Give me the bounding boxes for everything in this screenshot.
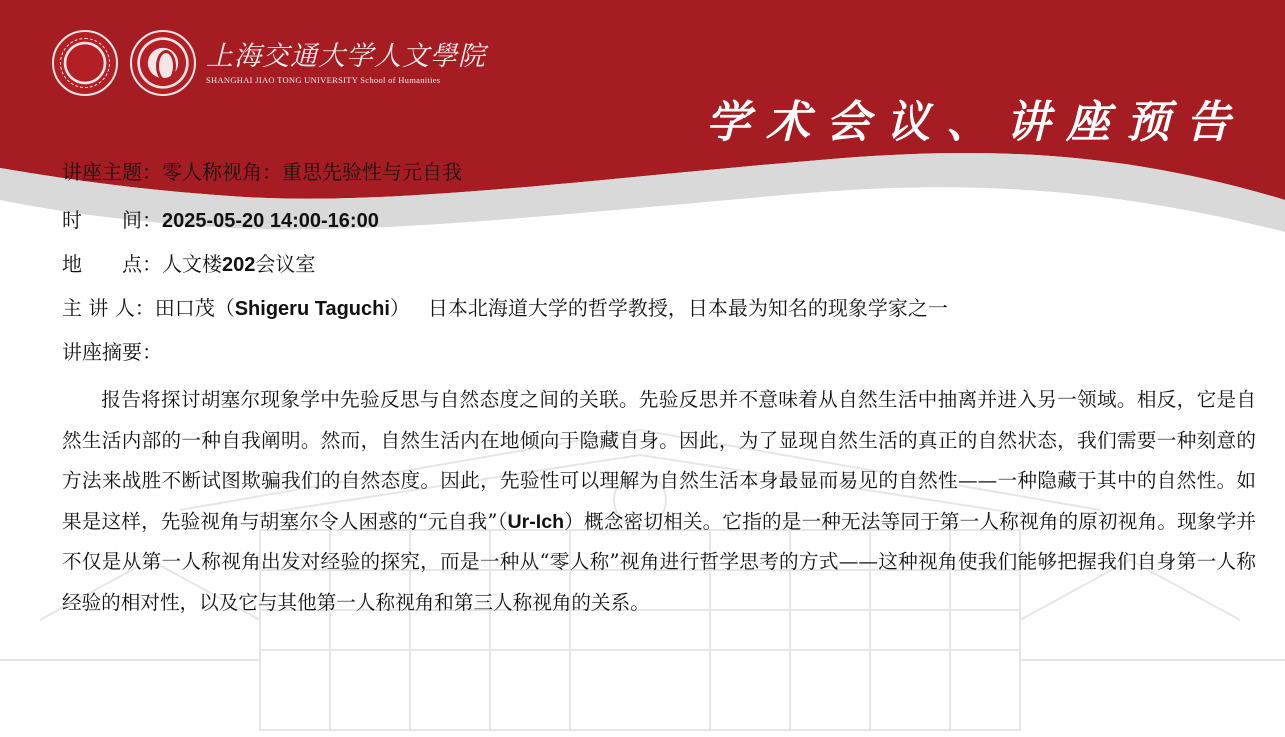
announcement-title: 学术会议、讲座预告 <box>706 97 1246 148</box>
time-row <box>62 208 379 233</box>
topic-value: 零人称视角：重思先验性与元自我 <box>162 160 462 184</box>
university-name-cn: 上海交通大学人文學院 <box>206 41 486 72</box>
abstract-term: Ur-Ich <box>507 510 565 533</box>
university-logo-group <box>52 28 486 98</box>
abstract-label: 讲座摘要： <box>62 340 162 364</box>
topic-row <box>62 160 462 184</box>
humanities-emblem-icon <box>130 30 196 96</box>
abstract-text-part2: ）概念密切相关。它指的是一种无法等同于第一人称视角的原初视角。现象学并不仅是从第一人称视角出发对经验的探究，而是一种从“零人称”视角进行哲学思考的方式——这种视角使我们能够把握我们自身第一人称经验的相对性，以及它与其他第一人称视角和第三人称视角的关系。 <box>62 509 1256 614</box>
sjtu-seal-icon <box>52 30 118 96</box>
university-name-en: SHANGHAI JIAO TONG UNIVERSITY School of Humanities <box>206 75 441 85</box>
place-label: 地 点： <box>62 252 162 276</box>
speaker-name-en: Shigeru Taguchi <box>234 298 390 320</box>
speaker-name-close: ） <box>389 296 410 320</box>
place-prefix: 人文楼 <box>162 252 222 276</box>
speaker-bio: 日本北海道大学的哲学教授，日本最为知名的现象学家之一 <box>427 296 948 320</box>
speaker-row <box>62 296 948 321</box>
topic-label: 讲座主题： <box>62 160 162 184</box>
place-row <box>62 252 315 277</box>
abstract-paragraph <box>62 380 1256 623</box>
speaker-name-cn: 田口茂（ <box>154 296 235 320</box>
time-value: 2025-05-20 14:00-16:00 <box>162 210 379 232</box>
place-suffix: 会议室 <box>255 252 316 276</box>
abstract-label-row <box>62 340 162 364</box>
place-room: 202 <box>222 254 256 276</box>
speaker-label: 主 讲 人： <box>62 296 155 320</box>
time-label: 时 间： <box>62 208 162 232</box>
abstract-text-part1: 报告将探讨胡塞尔现象学中先验反思与自然态度之间的关联。先验反思并不意味着从自然生活中抽离并进入另一领域。相反，它是自然生活内部的一种自我阐明。然而，自然生活内在地倾向于隐藏自身。因此，为了显现自然生活的真正的自然状态，我们需要一种刻意的方法来战胜不断试图欺骗我们的自然态度。因此，先验性可以理解为自然生活本身最显而易见的自然性——一种隐藏于其中的自然性。如果是这样，先验视角与胡塞尔令人困惑的“元自我”（ <box>62 388 1256 533</box>
university-wordmark <box>206 41 486 85</box>
